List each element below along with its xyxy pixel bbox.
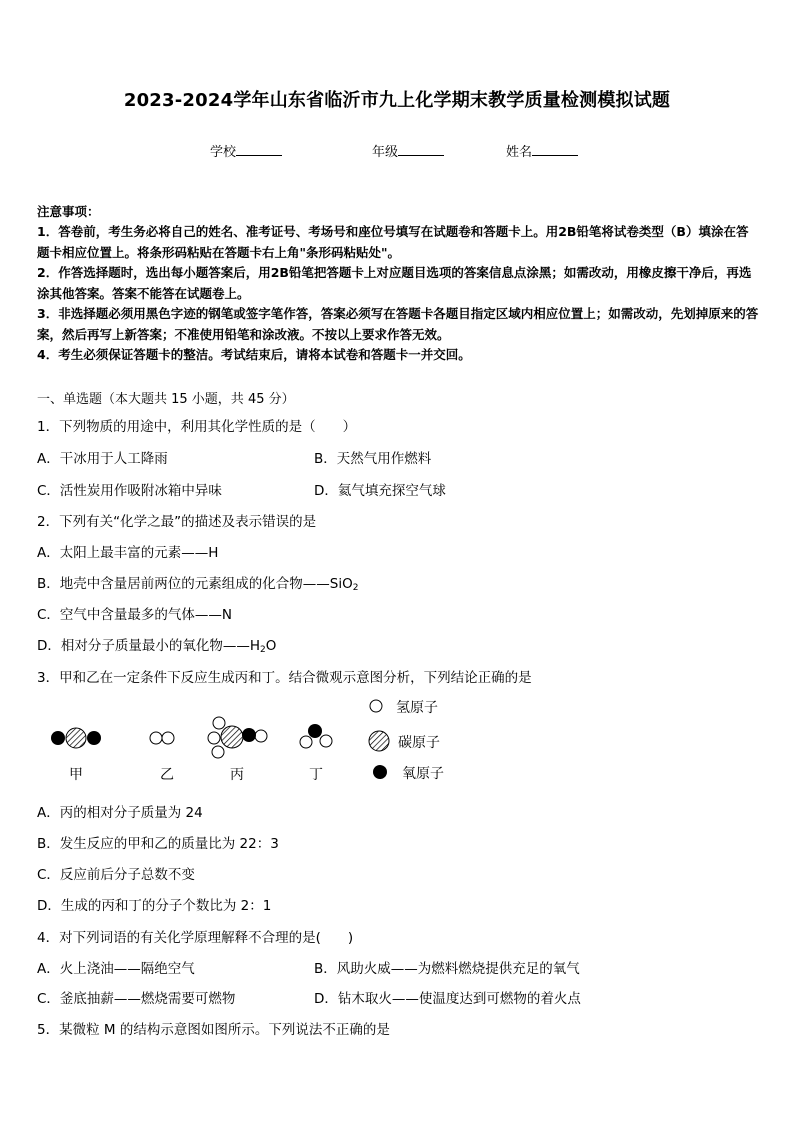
q2-option-b-text: B．地壳中含量居前两位的元素组成的化合物——SiO (37, 576, 353, 592)
q4-option-d[interactable]: D．钻木取火——使温度达到可燃物的着火点 (314, 991, 581, 1007)
notice-item: 4．考生必须保证答题卡的整洁。考试结束后，请将本试卷和答题卡一并交回。 (37, 347, 471, 362)
q2-option-d[interactable] (37, 634, 276, 655)
q1-option-b[interactable]: B．天然气用作燃料 (314, 451, 432, 467)
legend-h-label: 氢原子 (396, 700, 438, 716)
q4-option-c[interactable]: C．釜底抽薪——燃烧需要可燃物 (37, 991, 236, 1007)
section-heading: 一、单选题（本大题共 15 小题，共 45 分） (37, 392, 295, 407)
q4-stem: 4．对下列词语的有关化学原理解释不合理的是( ) (37, 930, 354, 946)
grade-blank[interactable] (398, 145, 444, 156)
name-blank[interactable] (532, 145, 578, 156)
q2-option-c[interactable]: C．空气中含量最多的气体——N (37, 607, 233, 623)
label-ding: 丁 (309, 767, 323, 783)
notice-list (37, 222, 759, 366)
q2-stem: 2．下列有关“化学之最”的描述及表示错误的是 (37, 514, 317, 530)
grade-label: 年级 (372, 145, 399, 160)
legend-o-icon (373, 765, 387, 779)
page-title: 2023-2024学年山东省临沂市九上化学期末教学质量检测模拟试题 (123, 90, 671, 111)
school-field (210, 141, 282, 160)
q4-option-b[interactable]: B．风助火威——为燃料燃烧提供充足的氧气 (314, 961, 580, 977)
legend-c-label: 碳原子 (398, 735, 440, 751)
q4-option-a[interactable]: A．火上浇油——隔绝空气 (37, 961, 195, 977)
molecule-diagram (40, 690, 500, 800)
legend-o-label: 氧原子 (402, 766, 444, 782)
q2-option-d-text: D．相对分子质量最小的氧化物——H (37, 638, 261, 654)
legend-h-icon (370, 700, 382, 712)
q1-option-d[interactable]: D．氦气填充探空气球 (314, 483, 446, 499)
h2-molecule-icon (150, 732, 174, 744)
legend-c-icon (369, 731, 389, 751)
name-field (506, 141, 578, 160)
school-label: 学校 (210, 145, 237, 160)
notice-item: 1．答卷前，考生务必将自己的姓名、准考证号、考场号和座位号填写在试题卷和答题卡上。用2B铅笔将试卷类型（B）填涂在答题卡相应位置上。将条形码粘贴在答题卡右上角"条形码粘贴处"。 (37, 224, 749, 260)
label-jia: 甲 (69, 767, 83, 783)
name-label: 姓名 (506, 145, 533, 160)
q3-option-c[interactable]: C．反应前后分子总数不变 (37, 867, 195, 883)
label-yi: 乙 (160, 767, 174, 783)
label-bing: 丙 (230, 767, 244, 783)
school-blank[interactable] (236, 145, 282, 156)
q2-option-a[interactable]: A．太阳上最丰富的元素——H (37, 545, 219, 561)
ch3oh-molecule-icon (208, 717, 267, 758)
q3-stem: 3．甲和乙在一定条件下反应生成丙和丁。结合微观示意图分析，下列结论正确的是 (37, 670, 532, 686)
subscript: 2 (352, 583, 359, 593)
q2-option-d-tail: O (265, 638, 277, 654)
q1-option-c[interactable]: C．活性炭用作吸附冰箱中异味 (37, 483, 222, 499)
h2o-molecule-icon (300, 724, 332, 748)
q1-option-a[interactable]: A．干冰用于人工降雨 (37, 451, 168, 467)
q3-option-d[interactable]: D．生成的丙和丁的分子个数比为 2：1 (37, 898, 272, 914)
subscript: 2 (260, 645, 266, 655)
grade-field (372, 141, 444, 160)
q1-stem: 1．下列物质的用途中，利用其化学性质的是（ ） (37, 419, 357, 435)
notice-heading: 注意事项： (37, 204, 100, 219)
q5-stem: 5．某微粒 M 的结构示意图如图所示。下列说法不正确的是 (37, 1022, 390, 1038)
q3-option-b[interactable]: B．发生反应的甲和乙的质量比为 22：3 (37, 836, 279, 852)
co2-molecule-icon (51, 728, 101, 748)
notice-item: 2．作答选择题时，选出每小题答案后，用2B铅笔把答题卡上对应题目选项的答案信息点涂黑；如需改动，用橡皮擦干净后，再选涂其他答案。答案不能答在试题卷上。 (37, 265, 752, 301)
q2-option-b[interactable] (37, 572, 358, 593)
notice-item: 3．非选择题必须用黑色字迹的钢笔或签字笔作答，答案必须写在答题卡各题目指定区域内相应位置上；如需改动，先划掉原来的答案，然后再写上新答案；不准使用铅笔和涂改液。不按以上要求作答无效。 (37, 306, 759, 342)
q3-option-a[interactable]: A．丙的相对分子质量为 24 (37, 805, 203, 821)
